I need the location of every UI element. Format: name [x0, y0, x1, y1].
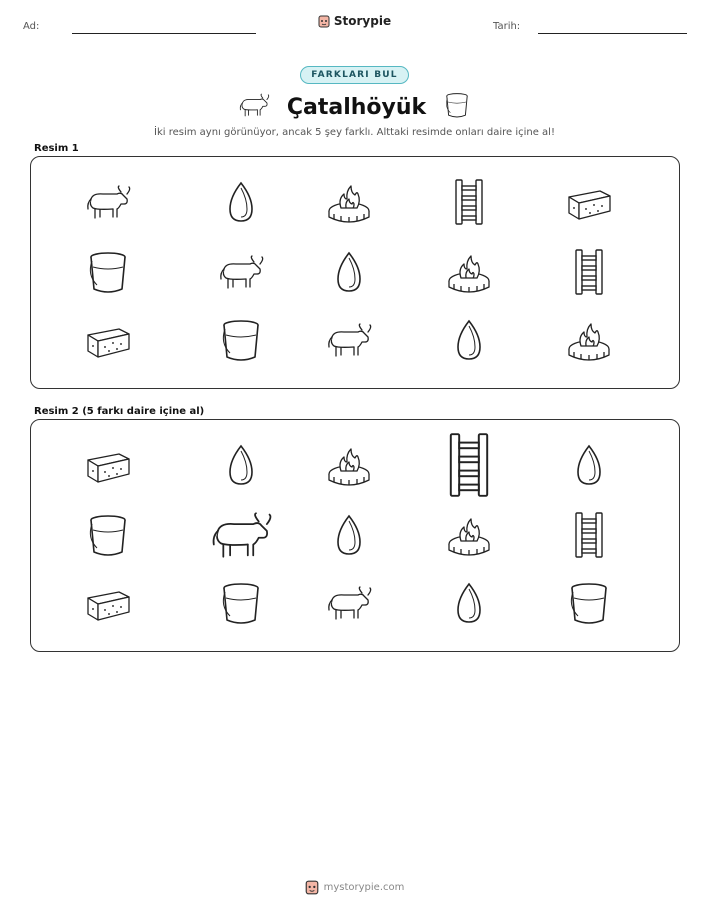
grid-cell-fire[interactable] [444, 510, 494, 560]
brand [0, 14, 709, 28]
ladder-icon [564, 510, 614, 560]
bucket-icon [442, 90, 472, 124]
grid-cell-bucket [83, 247, 133, 297]
grid-cell-brick[interactable] [83, 578, 133, 628]
grid-cell-bull [83, 177, 133, 227]
picture1-label: Resim 1 [34, 143, 79, 154]
grid-cell-bull [216, 247, 266, 297]
grid-cell-bucket[interactable] [83, 510, 133, 560]
bull-icon [83, 177, 133, 227]
grid-cell-brick [83, 315, 133, 365]
date-label: Tarih: [493, 21, 521, 32]
picture1-panel [30, 156, 680, 389]
bull-icon [324, 315, 374, 365]
name-line[interactable] [72, 33, 256, 34]
bucket-icon [216, 315, 266, 365]
grid-cell-seed [324, 247, 374, 297]
grid-cell-seed[interactable] [564, 440, 614, 490]
date-line[interactable] [538, 33, 687, 34]
bull-icon [216, 247, 266, 297]
fire-icon [564, 315, 614, 365]
grid-cell-fire [444, 247, 494, 297]
grid-cell-ladder [444, 177, 494, 227]
storypie-logo-icon [318, 15, 330, 28]
find-differences-badge: FARKLARI BUL [300, 66, 408, 84]
grid-cell-seed[interactable] [216, 440, 266, 490]
seed-icon [324, 247, 374, 297]
grid-cell-fire [324, 177, 374, 227]
bucket-icon [564, 578, 614, 628]
seed-icon [564, 440, 614, 490]
bucket-icon [442, 90, 472, 120]
brick-icon [564, 177, 614, 227]
grid-cell-seed[interactable] [444, 578, 494, 628]
grid-cell-bucket [216, 315, 266, 365]
picture2-label: Resim 2 (5 farkı daire içine al) [34, 406, 205, 417]
grid-cell-brick [564, 177, 614, 227]
grid-cell-bull[interactable] [207, 501, 275, 569]
name-label: Ad: [23, 21, 40, 32]
grid-cell-bucket[interactable] [564, 578, 614, 628]
fire-icon [324, 440, 374, 490]
grid-cell-bull[interactable] [324, 578, 374, 628]
brand-name: Storypie [333, 14, 392, 28]
grid-cell-bull [324, 315, 374, 365]
grid-cell-ladder[interactable] [564, 510, 614, 560]
fire-icon [444, 247, 494, 297]
brick-icon [83, 578, 133, 628]
footer-site[interactable]: mystorypie.com [323, 882, 405, 893]
grid-cell-fire [564, 315, 614, 365]
fire-icon [444, 510, 494, 560]
grid-cell-ladder[interactable] [434, 430, 504, 500]
bucket-icon [83, 247, 133, 297]
bull-icon [207, 501, 275, 569]
seed-icon [216, 440, 266, 490]
seed-icon [444, 578, 494, 628]
bull-icon [237, 88, 271, 122]
instructions: İki resim aynı görünüyor, ancak 5 şey farklı. Alttaki resimde onları daire içine al! [154, 127, 555, 138]
grid-cell-seed[interactable] [324, 510, 374, 560]
storypie-logo-icon [305, 880, 319, 895]
ladder-icon [564, 247, 614, 297]
title-row [0, 88, 709, 126]
page-title: Çatalhöyük [286, 94, 427, 120]
bull-icon [324, 578, 374, 628]
grid-cell-fire[interactable] [324, 440, 374, 490]
fire-icon [324, 177, 374, 227]
bucket-icon [216, 578, 266, 628]
grid-cell-seed [444, 315, 494, 365]
seed-icon [216, 177, 266, 227]
bull-icon [237, 88, 271, 126]
brick-icon [83, 440, 133, 490]
ladder-icon [444, 177, 494, 227]
brick-icon [83, 315, 133, 365]
footer [0, 880, 709, 895]
grid-cell-brick[interactable] [83, 440, 133, 490]
seed-icon [444, 315, 494, 365]
grid-cell-bucket[interactable] [216, 578, 266, 628]
ladder-icon [434, 430, 504, 500]
grid-cell-seed [216, 177, 266, 227]
bucket-icon [83, 510, 133, 560]
seed-icon [324, 510, 374, 560]
picture2-panel[interactable] [30, 419, 680, 652]
grid-cell-ladder [564, 247, 614, 297]
badge-wrap [0, 66, 709, 84]
